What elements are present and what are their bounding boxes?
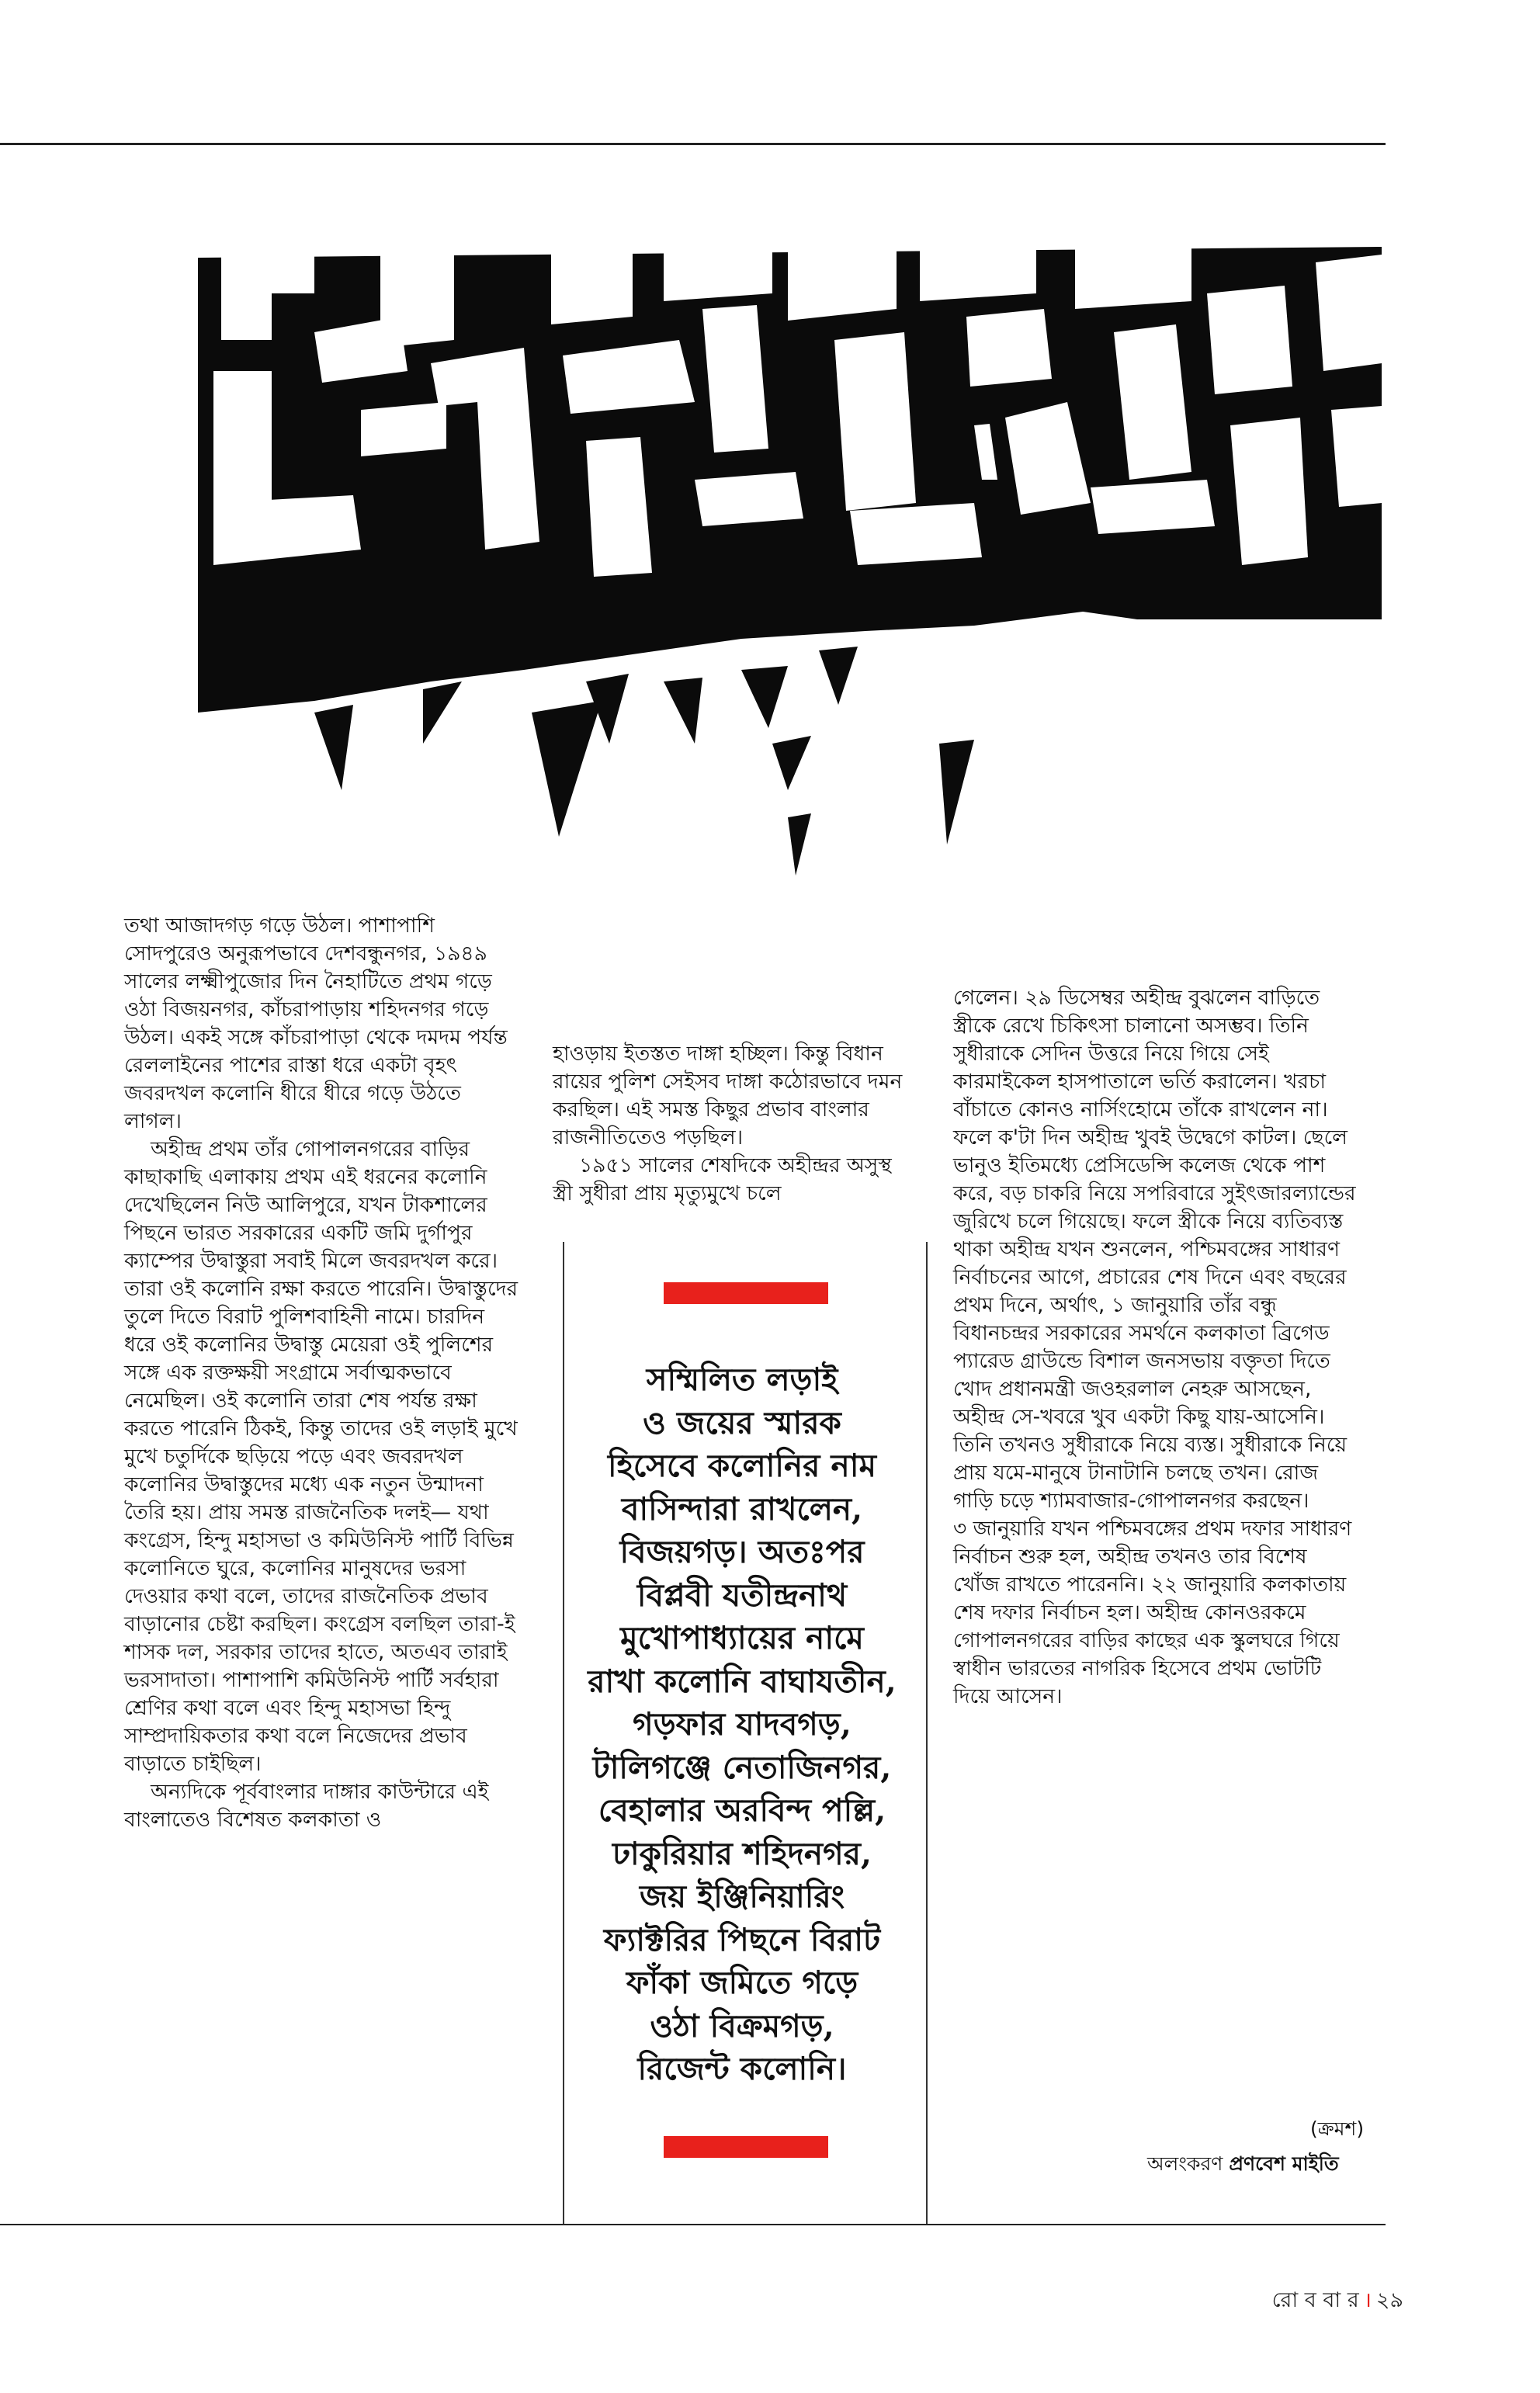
credit-label: অলংকরণ [1147, 2152, 1223, 2175]
page-number: ২৯ [1375, 2288, 1403, 2312]
paragraph: গেলেন। ২৯ ডিসেম্বর অহীন্দ্র বুঝলেন বাড়িতে স্ত্রীকে রেখে চিকিৎসা চালানো অসম্ভব। তিনি সুধীরাকে সেদিন উত্তরে নিয়ে গিয়ে সেই কারমাইকেল হাসপাতালে ভর্তি করালেন। খরচা বাঁচাতে কোনও নার্সিংহোমে তাঁকে রাখলেন না। ফলে ক'টা দিন অহীন্দ্র খুবই উদ্বেগে কাটল। ছেলে ভানুও ইতিমধ্যে প্রেসিডেন্সি কলেজ থেকে পাশ করে, বড় চাকরি নিয়ে সপরিবারে সুইৎজারল্যান্ডের জুরিখে চলে গিয়েছে। ফলে স্ত্রীকে নিয়ে ব্যতিব্যস্ত থাকা অহীন্দ্র যখন শুনলেন, পশ্চিমবঙ্গের সাধারণ নির্বাচনের আগে, প্রচারের শেষ দিনে এবং বছরের প্রথম দিনে, অর্থাৎ, ১ জানুয়ারি তাঁর বন্ধু বিধানচন্দ্রর সরকারের সমর্থনে কলকাতা ব্রিগেড প্যারেড গ্রাউন্ডে বিশাল জনসভায় বক্তৃতা দিতে খোদ প্রধানমন্ত্রী জওহরলাল নেহরু আসছেন, অহীন্দ্র সে-খবরে খুব একটা কিছু যায়-আসেনি। তিনি তখনও সুধীরাকে নিয়ে ব্যস্ত। সুধীরাকে নিয়ে প্রায় যমে-মানুষে টানাটানি চলছে তখন। রোজ গাড়ি চড়ে শ্যামবাজার-গোপালনগর করছেন। [953, 986, 1356, 1513]
pullquote-line: সম্মিলিত লড়াই [646, 1361, 838, 1398]
paragraph: ১৯৫১ সালের শেষদিকে অহীন্দ্রর অসুস্থ স্ত্রী সুধীরা প্রায় মৃত্যুমুখে চলে [553, 1153, 892, 1205]
page-footer [1272, 2284, 1403, 2319]
magazine-name: রো ব বা র [1271, 2288, 1359, 2312]
pullquote-line: বিপ্লবী যতীন্দ্রনাথ [636, 1576, 848, 1614]
pullquote [584, 1358, 900, 2091]
pullquote-line: ও জয়ের স্মারক [643, 1403, 841, 1441]
pullquote-line: ফ্যাক্টরির পিছনে বিরাট [603, 1920, 881, 1958]
pullquote-line: বেহালার অরবিন্দ পল্লি, [598, 1791, 886, 1829]
pullquote-line: ওঠা বিক্রমগড়, [650, 2006, 834, 2044]
pullquote-line: রাখা কলোনি বাঘাযতীন, [588, 1662, 897, 1700]
paragraph: অহীন্দ্র প্রথম তাঁর গোপালনগরের বাড়ির কাছাকাছি এলাকায় প্রথম এই ধরনের কলোনি দেখেছিলেন নিউ আলিপুরে, যখন টাকশালের পিছনে ভারত সরকারের একটি জমি দুর্গাপুর ক্যাম্পের উদ্বাস্তুরা সবাই মিলে জবরদখল করে। তারা ওই কলোনি রক্ষা করতে পারেনি। উদ্বাস্তুদের তুলে দিতে বিরাট পুলিশবাহিনী নামে। চারদিন ধরে ওই কলোনির উদ্বাস্তু মেয়েরা ওই পুলিশের সঙ্গে এক রক্তক্ষয়ী সংগ্রামে সর্বাত্মকভাবে নেমেছিল। ওই কলোনি তারা শেষ পর্যন্ত রক্ষা করতে পারেনি ঠিকই, কিন্তু তাদের ওই লড়াই মুখে মুখে চতুর্দিকে ছড়িয়ে পড়ে এবং জবরদখল কলোনির উদ্বাস্তুদের মধ্যে এক নতুন উন্মাদনা তৈরি হয়। প্রায় সমস্ত রাজনৈতিক দলই— যথা কংগ্রেস, হিন্দু মহাসভা ও কমিউনিস্ট পার্টি বিভিন্ন কলোনিতে ঘুরে, কলোনির মানুষদের ভরসা দেওয়ার কথা বলে, তাদের রাজনৈতিক প্রভাব বাড়ানোর চেষ্টা করছিল। কংগ্রেস বলছিল তারা-ই শাসক দল, সরকার তাদের হাতে, অতএব তারাই ভরসাদাতা। পাশাপাশি কমিউনিস্ট পার্টি সর্বহারা শ্রেণির কথা বলে এবং হিন্দু মহাসভা হিন্দু সাম্প্রদায়িকতার কথা বলে নিজেদের প্রভাব বাড়াতে চাইছিল। [124, 1137, 519, 1776]
paragraph: তথা আজাদগড় গড়ে উঠল। পাশাপাশি সোদপুরেও অনুরূপভাবে দেশবন্ধুনগর, ১৯৪৯ সালের লক্ষ্মীপুজোর দিন নৈহাটিতে প্রথম গড়ে ওঠা বিজয়নগর, কাঁচরাপাড়ায় শহিদনগর গড়ে উঠল। একই সঙ্গে কাঁচরাপাড়া থেকে দমদম পর্যন্ত রেললাইনের পাশের রাস্তা ধরে একটা বৃহৎ জবরদখল কলোনি ধীরে ধীরে গড়ে উঠতে লাগল। [124, 914, 508, 1133]
credit-name: প্রণবেশ মাইতি [1229, 2152, 1339, 2175]
pullquote-left-rule [563, 1242, 564, 2224]
pullquote-right-rule [926, 1242, 928, 2224]
pullquote-line: মুখোপাধ্যায়ের নামে [620, 1619, 864, 1656]
article-column-1 [124, 912, 520, 1834]
pullquote-line: হিসেবে কলোনির নাম [608, 1447, 876, 1484]
pullquote-line: গড়ফার যাদবগড়, [633, 1705, 852, 1743]
pullquote-line: ঢাকুরিয়ার শহিদনগর, [612, 1834, 872, 1872]
top-rule [0, 143, 1386, 145]
pullquote-line: রিজেন্ট কলোনি। [637, 2050, 847, 2087]
article-column-3 [953, 984, 1357, 1711]
article-column-2 [553, 1040, 910, 1208]
paragraph: ৩ জানুয়ারি যখন পশ্চিমবঙ্গের প্রথম দফার সাধারণ নির্বাচন শুরু হল, অহীন্দ্র তখনও তার বিশেষ খোঁজ রাখতে পারেননি। ২২ জানুয়ারি কলকাতায় শেষ দফার নির্বাচন হল। অহীন্দ্র কোনওরকমে গোপালনগরের বাড়ির কাছের এক স্কুলঘরে গিয়ে স্বাধীন ভারতের নাগরিক হিসেবে প্রথম ভোটটি দিয়ে আসেন। [953, 1517, 1352, 1708]
footer-separator: । [1363, 2288, 1372, 2312]
illustration-credit [1147, 2148, 1339, 2182]
pullquote-bottom-accent-bar [664, 2136, 828, 2158]
pullquote-line: বাসিন্দারা রাখলেন, [621, 1490, 863, 1528]
pullquote-line: বিজয়গড়। অতঃপর [619, 1533, 865, 1570]
pullquote-top-accent-bar [664, 1282, 828, 1304]
pullquote-line: জয় ইঞ্জিনিয়ারিং [639, 1878, 845, 1915]
paragraph: হাওড়ায় ইতস্তত দাঙ্গা হচ্ছিল। কিন্তু বিধান রায়ের পুলিশ সেইসব দাঙ্গা কঠোরভাবে দমন করছিল। এই সমস্ত কিছুর প্রভাব বাংলার রাজনীতিতেও পড়ছিল। [553, 1042, 903, 1150]
continued-label: (ক্রমশ) [1310, 2117, 1365, 2140]
pullquote-line: টালিগঞ্জে নেতাজিনগর, [592, 1748, 892, 1786]
bottom-rule [0, 2224, 1386, 2225]
paragraph: অন্যদিকে পূর্ববাংলার দাঙ্গার কাউন্টারে এই বাংলাতেও বিশেষত কলকাতা ও [124, 1780, 489, 1832]
pullquote-line: ফাঁকা জমিতে গড়ে [626, 1964, 858, 2001]
illustration [198, 247, 1382, 907]
